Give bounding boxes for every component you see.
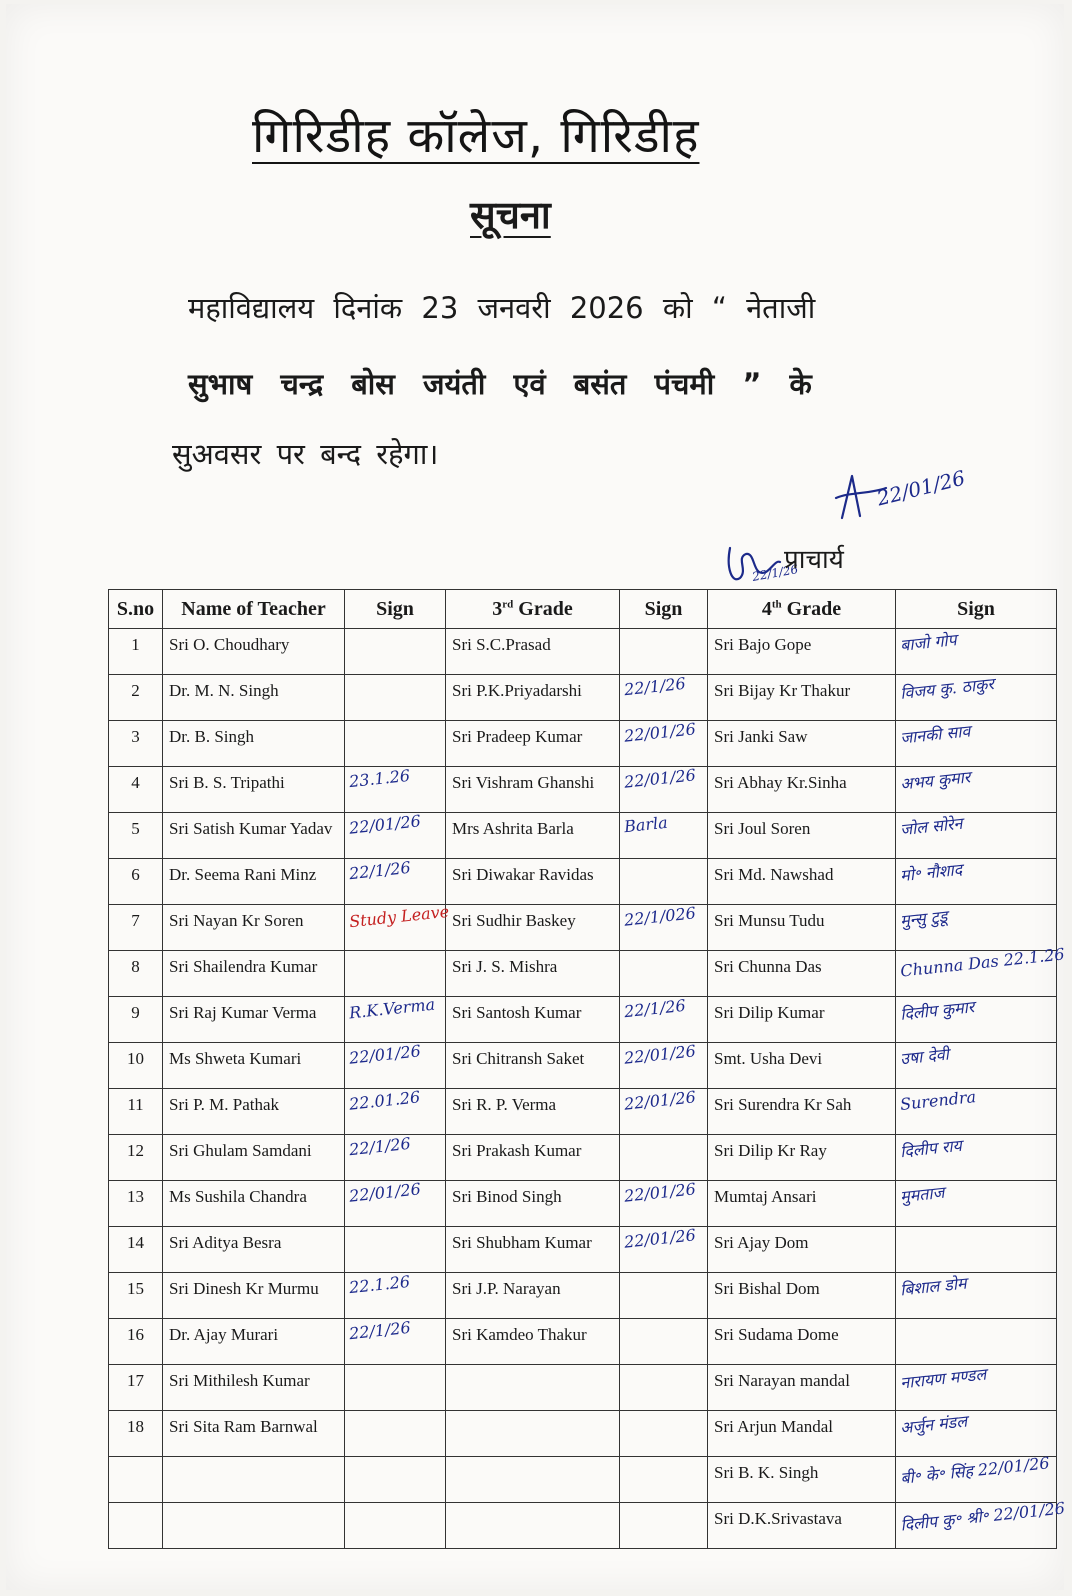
cell-grade3-name: Sri J.P. Narayan: [446, 1273, 620, 1319]
cell-teacher-name: Sri B. S. Tripathi: [163, 767, 345, 813]
cell-grade3-signature: [620, 859, 708, 905]
handwritten-signature: 22/01/26: [623, 719, 697, 746]
principal-label: प्राचार्य: [784, 545, 844, 575]
handwritten-signature: 22/01/26: [623, 1225, 697, 1252]
cell-grade4-name: Sri Joul Soren: [708, 813, 896, 859]
handwritten-signature: मो॰ नौशाद: [899, 859, 964, 886]
cell-grade4-name: Sri Md. Nawshad: [708, 859, 896, 905]
handwritten-signature: 22/01/26: [623, 1179, 697, 1206]
cell-sno: 5: [109, 813, 163, 859]
handwritten-signature: दिलीप कु॰ श्री॰ 22/01/26: [899, 1498, 1066, 1535]
cell-grade4-name: Sri Dilip Kr Ray: [708, 1135, 896, 1181]
cell-grade4-name: Sri Surendra Kr Sah: [708, 1089, 896, 1135]
handwritten-signature: 23.1.26: [348, 765, 411, 792]
cell-grade4-signature: [896, 675, 1057, 721]
cell-signature: [345, 1181, 446, 1227]
handwritten-signature: नारायण मण्डल: [899, 1364, 988, 1393]
cell-signature: [345, 1043, 446, 1089]
handwritten-signature: 22/1/26: [623, 673, 687, 700]
table-row: [109, 721, 1057, 767]
cell-grade4-name: Sri Bajo Gope: [708, 629, 896, 675]
cell-sno: 11: [109, 1089, 163, 1135]
table-row: [109, 629, 1057, 675]
cell-sno: 7: [109, 905, 163, 951]
cell-teacher-name: Sri Sita Ram Barnwal: [163, 1411, 345, 1457]
cell-signature: [345, 675, 446, 721]
cell-grade3-name: Sri Santosh Kumar: [446, 997, 620, 1043]
notice-line-1: महाविद्यालय दिनांक 23 जनवरी 2026 को “ नेताजी: [188, 291, 816, 325]
cell-teacher-name: Sri P. M. Pathak: [163, 1089, 345, 1135]
cell-grade4-signature: [896, 1135, 1057, 1181]
cell-teacher-name: Sri Shailendra Kumar: [163, 951, 345, 997]
notice-heading: सूचना: [470, 193, 551, 237]
cell-teacher-name: Ms Sushila Chandra: [163, 1181, 345, 1227]
cell-sno: 1: [109, 629, 163, 675]
cell-teacher-name: Sri Raj Kumar Verma: [163, 997, 345, 1043]
handwritten-signature: अभय कुमार: [899, 767, 972, 794]
cell-sno: 9: [109, 997, 163, 1043]
table-row: [109, 1365, 1057, 1411]
cell-grade3-name: Sri Diwakar Ravidas: [446, 859, 620, 905]
notice-line-3: सुअवसर पर बन्द रहेगा।: [172, 437, 439, 471]
cell-grade3-name: Sri Shubham Kumar: [446, 1227, 620, 1273]
handwritten-signature: Chunna Das 22.1.26: [899, 944, 1066, 981]
cell-teacher-name: Sri Aditya Besra: [163, 1227, 345, 1273]
cell-grade3-signature: [620, 1227, 708, 1273]
cell-grade4-signature: [896, 1089, 1057, 1135]
cell-teacher-name: Dr. M. N. Singh: [163, 675, 345, 721]
cell-signature: [345, 1227, 446, 1273]
cell-teacher-name: Dr. Seema Rani Minz: [163, 859, 345, 905]
cell-grade4-name: Sri D.K.Srivastava: [708, 1503, 896, 1549]
cell-grade3-name: Sri Kamdeo Thakur: [446, 1319, 620, 1365]
cell-grade3-signature: [620, 675, 708, 721]
cell-grade4-signature: [896, 1273, 1057, 1319]
table-row: [109, 859, 1057, 905]
cell-sno: 14: [109, 1227, 163, 1273]
cell-teacher-name: Sri Mithilesh Kumar: [163, 1365, 345, 1411]
cell-grade3-name: Sri Pradeep Kumar: [446, 721, 620, 767]
cell-grade4-signature: [896, 997, 1057, 1043]
principal-signature: [722, 538, 782, 590]
cell-signature: [345, 721, 446, 767]
cell-grade4-name: Smt. Usha Devi: [708, 1043, 896, 1089]
handwritten-signature: Surendra: [899, 1087, 977, 1114]
table-row: [109, 1089, 1057, 1135]
handwritten-signature: बाजो गोप: [899, 630, 958, 655]
principal-date: 22/1/26: [751, 562, 800, 584]
cell-grade3-signature: [620, 1411, 708, 1457]
cell-sno: 6: [109, 859, 163, 905]
cell-grade4-name: Sri Dilip Kumar: [708, 997, 896, 1043]
cell-grade3-name: [446, 1365, 620, 1411]
col-sno-header: S.no: [109, 590, 163, 629]
cell-sno: 16: [109, 1319, 163, 1365]
cell-grade3-signature: [620, 813, 708, 859]
cell-grade4-name: Sri Ajay Dom: [708, 1227, 896, 1273]
cell-sno: 8: [109, 951, 163, 997]
cell-grade3-signature: [620, 905, 708, 951]
cell-grade4-signature: [896, 1411, 1057, 1457]
cell-teacher-name: [163, 1503, 345, 1549]
cell-sno: 13: [109, 1181, 163, 1227]
cell-teacher-name: Sri Dinesh Kr Murmu: [163, 1273, 345, 1319]
table-row: [109, 1457, 1057, 1503]
cell-signature: [345, 629, 446, 675]
cell-grade4-signature: [896, 1227, 1057, 1273]
cell-signature: [345, 1273, 446, 1319]
cell-grade4-name: Sri Narayan mandal: [708, 1365, 896, 1411]
table-row: [109, 675, 1057, 721]
cell-teacher-name: Dr. Ajay Murari: [163, 1319, 345, 1365]
handwritten-signature: Study Leave: [348, 901, 450, 932]
table-row: [109, 1319, 1057, 1365]
cell-grade3-name: Sri S.C.Prasad: [446, 629, 620, 675]
cell-signature: [345, 1365, 446, 1411]
table-row: [109, 951, 1057, 997]
handwritten-signature: 22/01/26: [623, 1087, 697, 1114]
cell-grade3-signature: [620, 767, 708, 813]
cell-grade3-signature: [620, 629, 708, 675]
cell-signature: [345, 813, 446, 859]
table-row: [109, 813, 1057, 859]
table-row: [109, 1411, 1057, 1457]
cell-grade3-signature: [620, 1457, 708, 1503]
cell-grade4-signature: [896, 767, 1057, 813]
table-row: [109, 1227, 1057, 1273]
col-sign4-header: Sign: [896, 590, 1057, 629]
cell-grade3-signature: [620, 1273, 708, 1319]
cell-grade3-name: [446, 1503, 620, 1549]
cell-grade3-signature: [620, 1043, 708, 1089]
cell-teacher-name: Dr. B. Singh: [163, 721, 345, 767]
cell-grade3-signature: [620, 721, 708, 767]
cell-sno: [109, 1457, 163, 1503]
cell-grade4-name: Sri Munsu Tudu: [708, 905, 896, 951]
table-row: [109, 1503, 1057, 1549]
cell-grade3-name: Sri J. S. Mishra: [446, 951, 620, 997]
cell-grade4-signature: [896, 1453, 1057, 1503]
cell-teacher-name: Sri Satish Kumar Yadav: [163, 813, 345, 859]
cell-grade4-name: Sri Arjun Mandal: [708, 1411, 896, 1457]
cell-signature: [345, 1135, 446, 1181]
handwritten-signature: मुमताज: [899, 1182, 946, 1207]
cell-grade3-name: Sri Sudhir Baskey: [446, 905, 620, 951]
cell-grade4-name: Sri Sudama Dome: [708, 1319, 896, 1365]
cell-grade3-name: [446, 1457, 620, 1503]
cell-grade4-signature: [896, 813, 1057, 859]
handwritten-signature: जानकी साव: [899, 721, 972, 748]
cell-teacher-name: Sri Nayan Kr Soren: [163, 905, 345, 951]
cell-signature: [345, 1319, 446, 1365]
cell-grade3-signature: [620, 997, 708, 1043]
cell-grade3-signature: [620, 1365, 708, 1411]
cell-grade4-name: Sri Bijay Kr Thakur: [708, 675, 896, 721]
cell-sno: [109, 1503, 163, 1549]
attendance-table: [108, 589, 1066, 1549]
handwritten-signature: मुन्सु टुडू: [899, 906, 949, 931]
handwritten-signature: 22/1/026: [623, 903, 697, 930]
cell-grade3-signature: [620, 1181, 708, 1227]
cell-teacher-name: Sri O. Choudhary: [163, 629, 345, 675]
cell-signature: [345, 1503, 446, 1549]
cell-grade3-signature: [620, 1319, 708, 1365]
cell-sno: 2: [109, 675, 163, 721]
cell-signature: [345, 901, 450, 951]
cell-grade3-name: Sri P.K.Priyadarshi: [446, 675, 620, 721]
cell-teacher-name: Ms Shweta Kumari: [163, 1043, 345, 1089]
cell-grade4-signature: [896, 1319, 1057, 1365]
handwritten-signature: R.K.Verma: [348, 994, 436, 1023]
cell-signature: [345, 859, 446, 905]
handwritten-signature: 22/1/26: [348, 1133, 412, 1160]
handwritten-signature: बिशाल डोम: [899, 1273, 968, 1300]
cell-grade3-signature: [620, 951, 708, 997]
cell-grade4-signature: [896, 859, 1057, 905]
cell-grade4-signature: [896, 721, 1057, 767]
cell-grade4-name: Sri B. K. Singh: [708, 1457, 896, 1503]
cell-grade4-signature: [896, 629, 1057, 675]
cell-signature: [345, 1089, 446, 1135]
handwritten-signature: 22/01/26: [348, 1041, 422, 1068]
cell-teacher-name: [163, 1457, 345, 1503]
cell-grade4-signature: [896, 1498, 1066, 1549]
cell-sno: 10: [109, 1043, 163, 1089]
cell-grade4-signature: [896, 905, 1057, 951]
col-sign-header: Sign: [345, 590, 446, 629]
cell-grade3-name: Mrs Ashrita Barla: [446, 813, 620, 859]
col-teacher-header: Name of Teacher: [163, 590, 345, 629]
cell-grade3-name: Sri Prakash Kumar: [446, 1135, 620, 1181]
cell-sno: 15: [109, 1273, 163, 1319]
notice-line-2: सुभाष चन्द्र बोस जयंती एवं बसंत पंचमी ” के: [188, 367, 812, 401]
cell-sno: 18: [109, 1411, 163, 1457]
handwritten-signature: जोल सोरेन: [899, 813, 964, 840]
cell-signature: [345, 951, 446, 997]
cell-signature: [345, 767, 446, 813]
handwritten-signature: 22.01.26: [348, 1087, 422, 1114]
cell-sno: 4: [109, 767, 163, 813]
handwritten-signature: दिलीप कुमार: [899, 997, 976, 1024]
table-row: [109, 767, 1057, 813]
table-row: [109, 1273, 1057, 1319]
handwritten-signature: 22/01/26: [623, 1041, 697, 1068]
cell-grade3-signature: [620, 1135, 708, 1181]
handwritten-signature: दिलीप राय: [899, 1135, 963, 1162]
cell-grade4-signature: [896, 1365, 1057, 1411]
cell-teacher-name: Sri Ghulam Samdani: [163, 1135, 345, 1181]
college-title: गिरिडीह कॉलेज, गिरिडीह: [252, 108, 700, 164]
cell-grade3-signature: [620, 1089, 708, 1135]
table-row: [109, 1043, 1057, 1089]
table-row: [109, 997, 1057, 1043]
cell-grade4-name: Sri Chunna Das: [708, 951, 896, 997]
cell-sno: 12: [109, 1135, 163, 1181]
cell-grade3-name: [446, 1411, 620, 1457]
cell-grade4-signature: [896, 944, 1066, 997]
cell-grade4-name: Mumtaj Ansari: [708, 1181, 896, 1227]
cell-signature: [345, 1411, 446, 1457]
table-row: [109, 1181, 1057, 1227]
cell-grade3-name: Sri Binod Singh: [446, 1181, 620, 1227]
handwritten-signature: 22.1.26: [348, 1271, 411, 1298]
cell-grade3-name: Sri R. P. Verma: [446, 1089, 620, 1135]
handwritten-signature: अर्जुन मंडल: [899, 1411, 968, 1438]
cell-grade4-signature: [896, 1043, 1057, 1089]
cell-grade3-signature: [620, 1503, 708, 1549]
handwritten-signature: 22/01/26: [623, 765, 697, 792]
handwritten-signature: 22/1/26: [623, 995, 687, 1022]
handwritten-signature: 22/1/26: [348, 1317, 412, 1344]
cell-sno: 17: [109, 1365, 163, 1411]
cell-signature: [345, 994, 446, 1043]
handwritten-signature: 22/01/26: [348, 811, 422, 838]
cell-sno: 3: [109, 721, 163, 767]
cell-grade3-name: Sri Chitransh Saket: [446, 1043, 620, 1089]
cell-signature: [345, 1457, 446, 1503]
col-grade4-header: 4th Grade: [708, 590, 896, 629]
cell-grade3-name: Sri Vishram Ghanshi: [446, 767, 620, 813]
handwritten-signature: बी॰ के॰ सिंह 22/01/26: [899, 1453, 1051, 1488]
col-grade3-header: 3rd Grade: [446, 590, 620, 629]
handwritten-signature: उषा देवी: [899, 1044, 950, 1069]
table-row: [109, 1135, 1057, 1181]
approval-date: 22/01/26: [874, 465, 968, 511]
table-row: [109, 905, 1057, 951]
col-sign3-header: Sign: [620, 590, 708, 629]
handwritten-signature: 22/1/26: [348, 857, 412, 884]
cell-grade4-name: Sri Bishal Dom: [708, 1273, 896, 1319]
handwritten-signature: 22/01/26: [348, 1179, 422, 1206]
cell-grade4-signature: [896, 1181, 1057, 1227]
cell-grade4-name: Sri Janki Saw: [708, 721, 896, 767]
cell-grade4-name: Sri Abhay Kr.Sinha: [708, 767, 896, 813]
handwritten-signature: Barla: [623, 812, 669, 837]
table-header-row: [109, 590, 1057, 629]
handwritten-signature: विजय कु. ठाकुर: [899, 674, 995, 703]
